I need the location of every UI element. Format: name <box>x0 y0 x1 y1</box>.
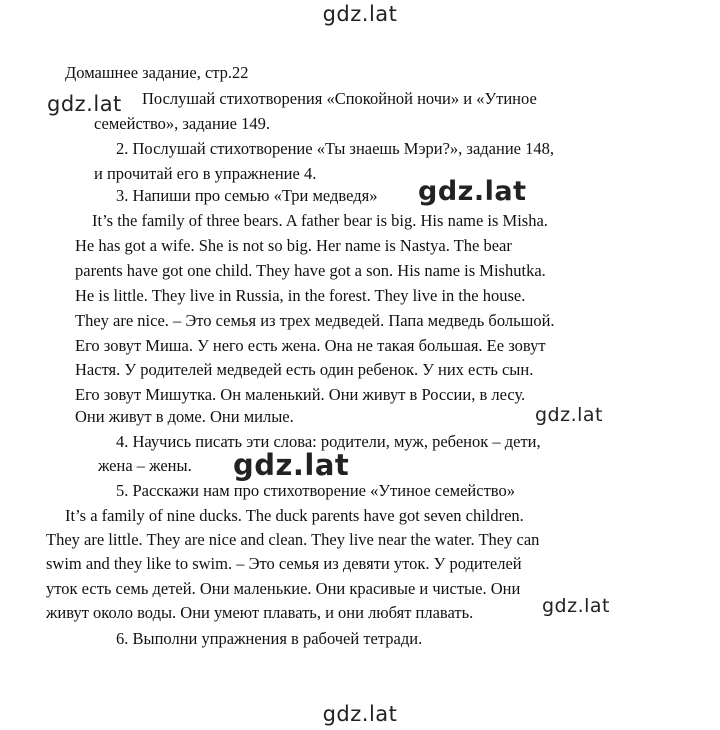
task3-text-line: It’s the family of three bears. A father bear is big. His name is Misha. <box>92 211 548 230</box>
task4-line2: жена – жены. <box>98 456 192 475</box>
watermark-middle: gdz.lat <box>418 176 527 207</box>
task3-text-line: Настя. У родителей медведей есть один ребенок. У них есть сын. <box>75 360 534 379</box>
task5-text-line: swim and they like to swim. – Это семья из девяти уток. У родителей <box>46 554 522 573</box>
task5-text-line: уток есть семь детей. Они маленькие. Они красивые и чистые. Они <box>46 579 521 598</box>
task3-text-line: Они живут в доме. Они милые. <box>75 407 294 426</box>
task5-text-line: It’s a family of nine ducks. The duck parents have got seven children. <box>65 506 524 525</box>
watermark-bottom: gdz.lat <box>322 702 398 726</box>
watermark-right-1: gdz.lat <box>535 404 604 426</box>
task3-text-line: parents have got one child. They have got a son. His name is Mishutka. <box>75 261 546 280</box>
watermark-right-2: gdz.lat <box>542 595 611 617</box>
task3-text-line: He is little. They live in Russia, in the forest. They live in the house. <box>75 286 526 305</box>
task1-line2: семейство», задание 149. <box>94 114 270 133</box>
task2-line1: 2. Послушай стихотворение «Ты знаешь Мэри?», задание 148, <box>116 139 554 158</box>
task5-text-line: живут около воды. Они умеют плавать, и они любят плавать. <box>46 603 474 622</box>
task2-line2: и прочитай его в упражнение 4. <box>94 164 317 183</box>
task4-line1: 4. Научись писать эти слова: родители, муж, ребенок – дети, <box>116 432 541 451</box>
task3-text-line: Его зовут Мишутка. Он маленький. Они живут в России, в лесу. <box>75 385 526 404</box>
task5-title: 5. Расскажи нам про стихотворение «Утиное семейство» <box>116 481 515 500</box>
task5-text-line: They are little. They are nice and clean. They live near the water. They can <box>46 530 540 549</box>
watermark-left: gdz.lat <box>47 92 122 116</box>
watermark-top: gdz.lat <box>322 2 398 26</box>
task3-text-line: They are nice. – Это семья из трех медведей. Папа медведь большой. <box>75 311 555 330</box>
watermark-center: gdz.lat <box>233 448 350 482</box>
task1-line1: Послушай стихотворения «Спокойной ночи» и «Утиное <box>142 89 537 108</box>
task3-text-line: Его зовут Миша. У него есть жена. Она не такая большая. Ее зовут <box>75 336 546 355</box>
task6-line1: 6. Выполни упражнения в рабочей тетради. <box>116 629 423 648</box>
task3-text-line: He has got a wife. She is not so big. Her name is Nastya. The bear <box>75 236 512 255</box>
page-heading: Домашнее задание, стр.22 <box>65 63 249 82</box>
task3-title: 3. Напиши про семью «Три медведя» <box>116 186 378 205</box>
